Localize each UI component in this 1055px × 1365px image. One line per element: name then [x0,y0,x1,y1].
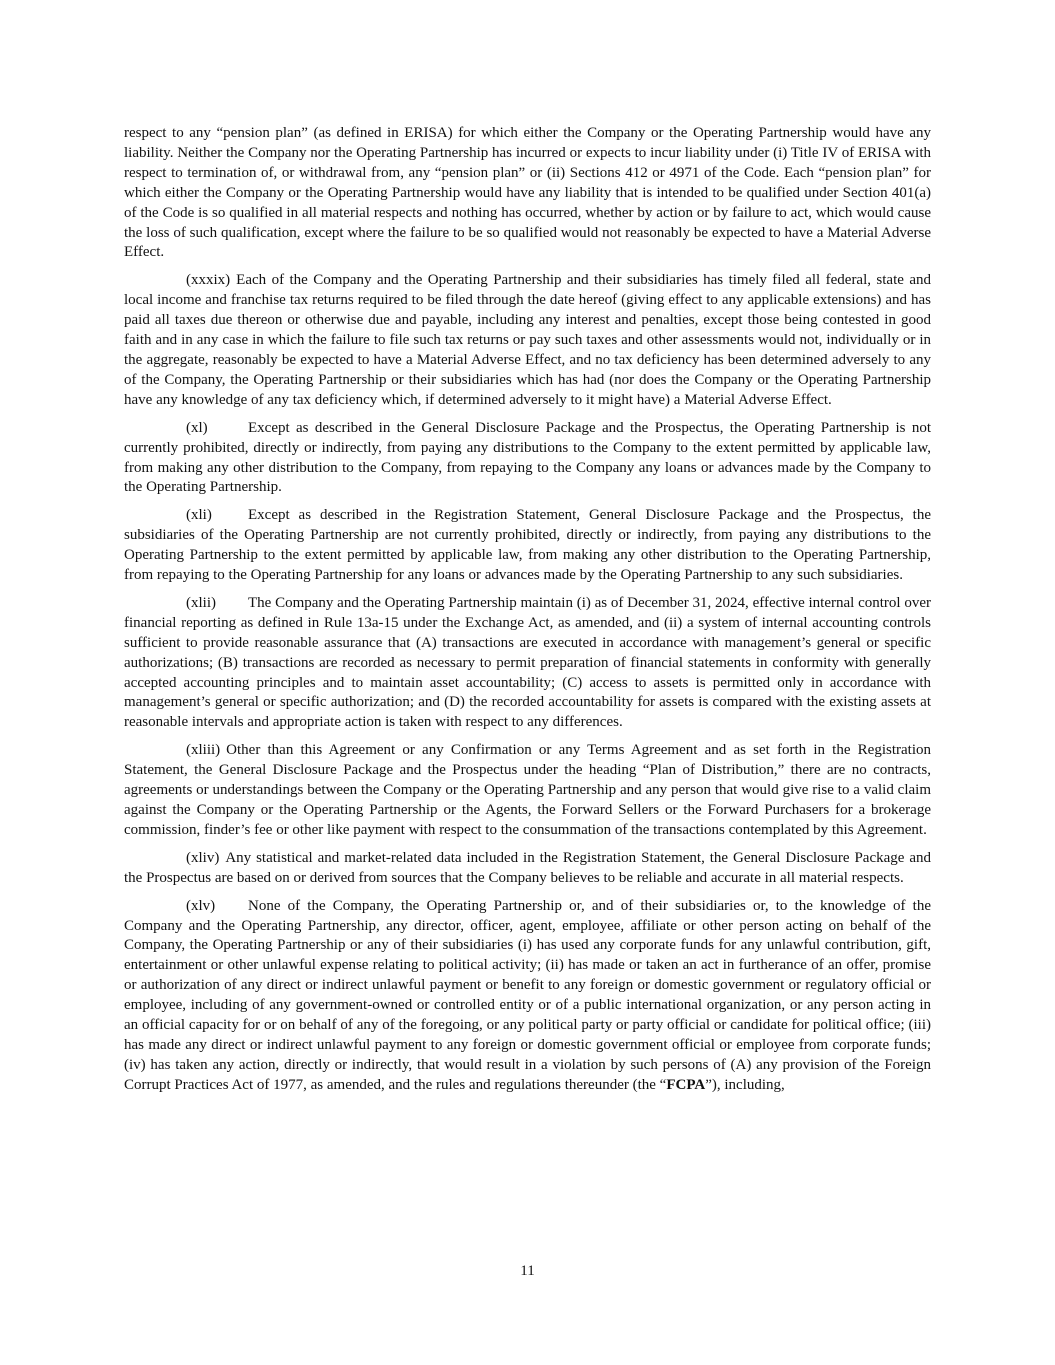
document-page [124,124,931,1104]
paragraph-number: (xliii) [186,742,221,759]
paragraph-number: (xlii) [186,594,216,611]
defined-term-fcpa: FCPA [666,1076,706,1093]
paragraph-number: (xlv) [186,897,216,914]
paragraph-number: (xxxix) [186,272,231,289]
paragraph-xli [124,506,931,586]
paragraph-text-after: ”), including, [705,1076,785,1093]
paragraph-text: None of the Company, the Operating Partnership or, and of their subsidiaries or, to the knowledge of the Company and the Operating Partnership, any director, officer, agent, employee, affiliate or other person acting on behalf of the Company, the Operating Partnership or any of their subsidiaries (i) has used any corporate funds for any unlawful contribution, gift, entertainment or other unlawful expense relating to political activity; (ii) has made or taken an act in furtherance of an offer, promise or authorization of any direct or indirect unlawful payment or benefit to any foreign or domestic government or regulatory official or employee, including of any government-owned or controlled entity or of a public international organization, or any person acting in an official capacity for or on behalf of any of the foregoing, or any political party or party official or candidate for political office; (iii) has made any direct or indirect unlawful payment to any foreign or domestic government official or employee from corporate funds; (iv) has taken any action, directly or indirectly, that would result in a violation by such persons of (A) any provision of the Foreign Corrupt Practices Act of 1977, as amended, and the rules and regulations thereunder (the “ [124,897,931,1093]
paragraph-text: respect to any “pension plan” (as defined in ERISA) for which either the Company or the Operating Partnership would have any liability. Neither the Company nor the Operating Partnership has incurred or expects to incur liability under (i) Title IV of ERISA with respect to termination of, or withdrawal from, any “pension plan” or (ii) Sections 412 or 4971 of the Code. Each “pension plan” for which either the Company or the Operating Partnership would have any liability that is intended to be qualified under Section 401(a) of the Code is so qualified in all material respects and nothing has occurred, whether by action or by failure to act, which would cause the loss of such qualification, except where the failure to be so qualified would not reasonably be expected to have a Material Adverse Effect. [124,125,931,261]
paragraph-xl [124,419,931,499]
paragraph-text: Any statistical and market-related data included in the Registration Statement, the General Disclosure Package and the Prospectus are based on or derived from sources that the Company believes to be reliable and accurate in all material respects. [124,849,931,886]
paragraph-number: (xl) [186,419,208,436]
paragraph-continuation [124,124,931,263]
paragraph-text: Other than this Agreement or any Confirmation or any Terms Agreement and as set forth in the Registration Statement, the General Disclosure Package and the Prospectus under the heading “Plan of Distribution,” there are no contracts, agreements or understandings between the Company or the Operating Partnership and any person that would give rise to a valid claim against the Company or the Operating Partnership or the Agents, the Forward Sellers or the Forward Purchasers for a brokerage commission, finder’s fee or other like payment with respect to the consummation of the transactions contemplated by this Agreement. [124,742,931,838]
paragraph-xlv [124,897,931,1096]
paragraph-text: Except as described in the General Disclosure Package and the Prospectus, the Operating Partnership is not currently prohibited, directly or indirectly, from paying any distributions to the Company to the extent permitted by applicable law, from making any other distribution to the Company, from repaying to the Company any loans or advances made by the Company to the Operating Partnership. [124,419,931,496]
paragraph-text: Each of the Company and the Operating Partnership and their subsidiaries has timely filed all federal, state and local income and franchise tax returns required to be filed through the date hereof (giving effect to any applicable extensions) and has paid all taxes due thereon or otherwise due and payable, including any interest and penalties, except those being contested in good faith and in any case in which the failure to file such tax returns or pay such taxes and other assessments would not, individually or in the aggregate, reasonably be expected to have a Material Adverse Effect, and no tax deficiency has been determined adversely to any of the Company, the Operating Partnership or their subsidiaries which has had (nor does the Company or the Operating Partnership have any knowledge of any tax deficiency which, if determined adversely to it might have) a Material Adverse Effect. [124,272,931,408]
paragraph-number: (xliv) [186,849,220,866]
paragraph-xliv [124,849,931,889]
page-number: 11 [520,1263,535,1279]
paragraph-xlii [124,594,931,733]
paragraph-number: (xli) [186,507,212,524]
paragraph-text: Except as described in the Registration Statement, General Disclosure Package and the Prospectus, the subsidiaries of the Operating Partnership are not currently prohibited, directly or indirectly, from paying any distributions to the Operating Partnership to the extent permitted by applicable law, from making any other distribution to the Operating Partnership, from repaying to the Operating Partnership for any loans or advances made by the Operating Partnership to any such subsidiaries. [124,507,931,584]
paragraph-text: The Company and the Operating Partnership maintain (i) as of December 31, 2024, effective internal control over financial reporting as defined in Rule 13a-15 under the Exchange Act, as amended, and (ii) a system of internal accounting controls sufficient to provide reasonable assurance that (A) transactions are executed in accordance with management’s general or specific authorizations; (B) transactions are recorded as necessary to permit preparation of financial statements in conformity with generally accepted accounting principles and to maintain asset accountability; (C) access to assets is permitted only in accordance with management’s general or specific authorization; and (D) the recorded accountability for assets is compared with the existing assets at reasonable intervals and appropriate action is taken with respect to any differences. [124,594,931,731]
paragraph-xxxix [124,271,931,410]
paragraph-xliii [124,741,931,841]
